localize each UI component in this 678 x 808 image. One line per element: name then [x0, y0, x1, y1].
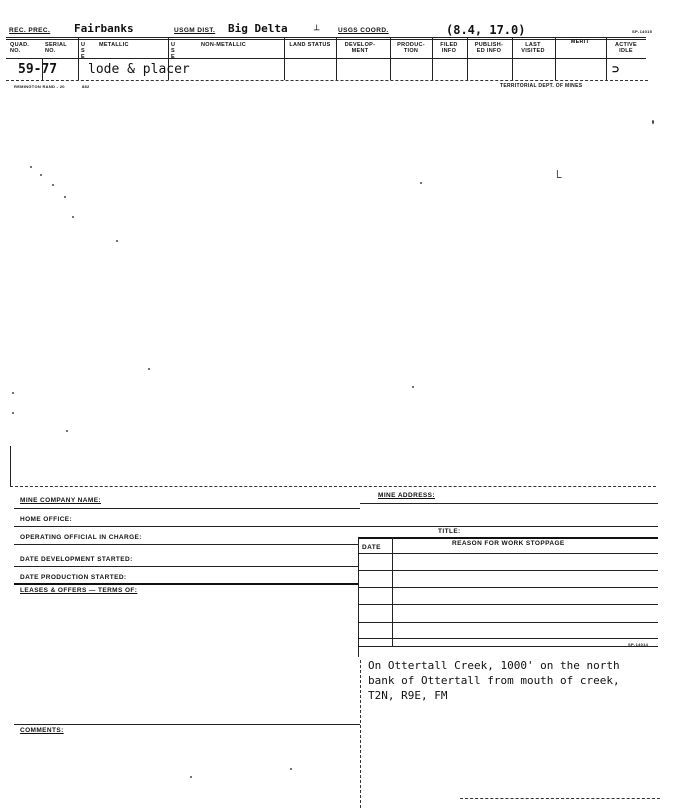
active-idle-value: ⊃ — [612, 62, 620, 76]
last-visited-label: LAST VISITED — [521, 42, 545, 54]
col-div-active — [606, 38, 607, 80]
speck — [52, 184, 54, 186]
col-div-filed — [432, 38, 433, 80]
bottom-edge-dash — [460, 798, 660, 799]
col-div-dev — [336, 38, 337, 80]
serial-value: 59-77 — [18, 62, 58, 77]
stoppage-row-6 — [358, 646, 658, 647]
col-div-prod — [390, 38, 391, 80]
published-info-label: PUBLISH- ED INFO — [474, 42, 504, 54]
date-col-label: DATE — [362, 544, 381, 551]
speck — [420, 182, 422, 184]
mine-company-name-label: MINE COMPANY NAME: — [20, 497, 101, 504]
stoppage-row-3 — [358, 604, 658, 605]
center-dash-rule — [360, 660, 361, 808]
usgs-coord-label: USGS COORD. — [338, 27, 389, 34]
rule-title — [358, 537, 658, 539]
date-development-label: DATE DEVELOPMENT STARTED: — [20, 556, 133, 563]
speck — [30, 166, 32, 168]
speck — [290, 768, 292, 770]
stoppage-row-2 — [358, 587, 658, 588]
rule-company — [14, 508, 360, 509]
land-status-label: LAND STATUS — [289, 42, 331, 48]
leases-label: LEASES & OFFERS — TERMS OF: — [20, 587, 138, 594]
speck — [412, 386, 414, 388]
stoppage-head-rule — [358, 553, 658, 554]
rule-official — [14, 544, 358, 545]
header-rule-1 — [6, 37, 646, 38]
speck — [116, 240, 118, 242]
serial-no-label: SERIAL NO. — [45, 42, 67, 54]
stoppage-row-1 — [358, 570, 658, 571]
form-number-bottom: SP-14014 — [628, 642, 649, 647]
dept-name: TERRITORIAL DEPT. OF MINES — [500, 83, 583, 89]
col-div-merit — [555, 38, 556, 80]
use-label-2: U S E — [171, 42, 176, 60]
header-rule-2 — [6, 58, 646, 59]
rule-home-office — [14, 526, 658, 527]
filed-info-label: FILED INFO — [440, 42, 458, 54]
metallic-label: METALLIC — [99, 42, 129, 48]
rule-development — [14, 566, 358, 567]
mine-address-label: MINE ADDRESS: — [378, 492, 435, 499]
development-label: DEVELOP- MENT — [344, 42, 376, 54]
usgm-dist-value: Big Delta — [228, 22, 288, 35]
speck — [12, 412, 14, 414]
col-div-pub — [467, 38, 468, 80]
stoppage-left-rule — [358, 537, 359, 657]
rec-prec-value: Fairbanks — [74, 22, 134, 35]
rec-prec-label: REC. PREC. — [9, 27, 51, 34]
col-div-land — [284, 38, 285, 80]
col-div-visited — [512, 38, 513, 80]
production-label: PRODUC- TION — [397, 42, 425, 54]
speck — [12, 392, 14, 394]
speck — [40, 174, 42, 176]
operating-official-label: OPERATING OFFICIAL IN CHARGE: — [20, 534, 142, 541]
card-bottom-dash — [6, 80, 648, 81]
reason-col-label: REASON FOR WORK STOPPAGE — [452, 540, 565, 547]
card-top-rule — [10, 486, 656, 487]
speck — [64, 196, 66, 198]
usgs-coord-value: (8.4, 17.0) — [446, 23, 526, 37]
speck — [148, 368, 150, 370]
header-rule-1b — [6, 39, 646, 40]
speck — [66, 430, 68, 432]
card-left-edge — [10, 446, 11, 486]
location-text-line-2: bank of Ottertall from mouth of creek, — [368, 674, 620, 687]
usgm-dist-label: USGM DIST. — [174, 27, 216, 34]
location-text-line-1: On Ottertall Creek, 1000' on the north — [368, 659, 620, 672]
rule-production — [14, 583, 358, 585]
printer-note: REMINGTON RAND - 20 — [14, 84, 65, 89]
speck — [190, 776, 192, 778]
date-production-label: DATE PRODUCTION STARTED: — [20, 574, 127, 581]
rule-address — [360, 503, 658, 504]
non-metallic-label: NON-METALLIC — [201, 42, 247, 48]
home-office-label: HOME OFFICE: — [20, 516, 73, 523]
stoppage-row-5 — [358, 638, 658, 639]
merit-label: MERIT — [570, 39, 590, 45]
speck-hook: └ — [553, 170, 562, 184]
active-idle-label: ACTIVE IDLE — [615, 42, 637, 54]
location-text-line-3: T2N, R9E, FM — [368, 689, 448, 702]
rule-comments — [14, 724, 360, 725]
use-label-1: U S E — [81, 42, 86, 60]
speck — [72, 216, 74, 218]
quad-no-label: QUAD. NO. — [10, 42, 30, 54]
dist-tick-mark: ┴ — [314, 26, 320, 36]
speck — [652, 120, 654, 124]
printer-code: 882 — [82, 84, 90, 89]
comments-label: COMMENTS: — [20, 727, 64, 734]
stoppage-row-4 — [358, 622, 658, 623]
col-div-use1 — [78, 38, 79, 80]
form-number-top: SP-14015 — [632, 29, 653, 34]
title-label: TITLE: — [438, 528, 461, 535]
metallic-value: lode & placer — [88, 62, 190, 77]
